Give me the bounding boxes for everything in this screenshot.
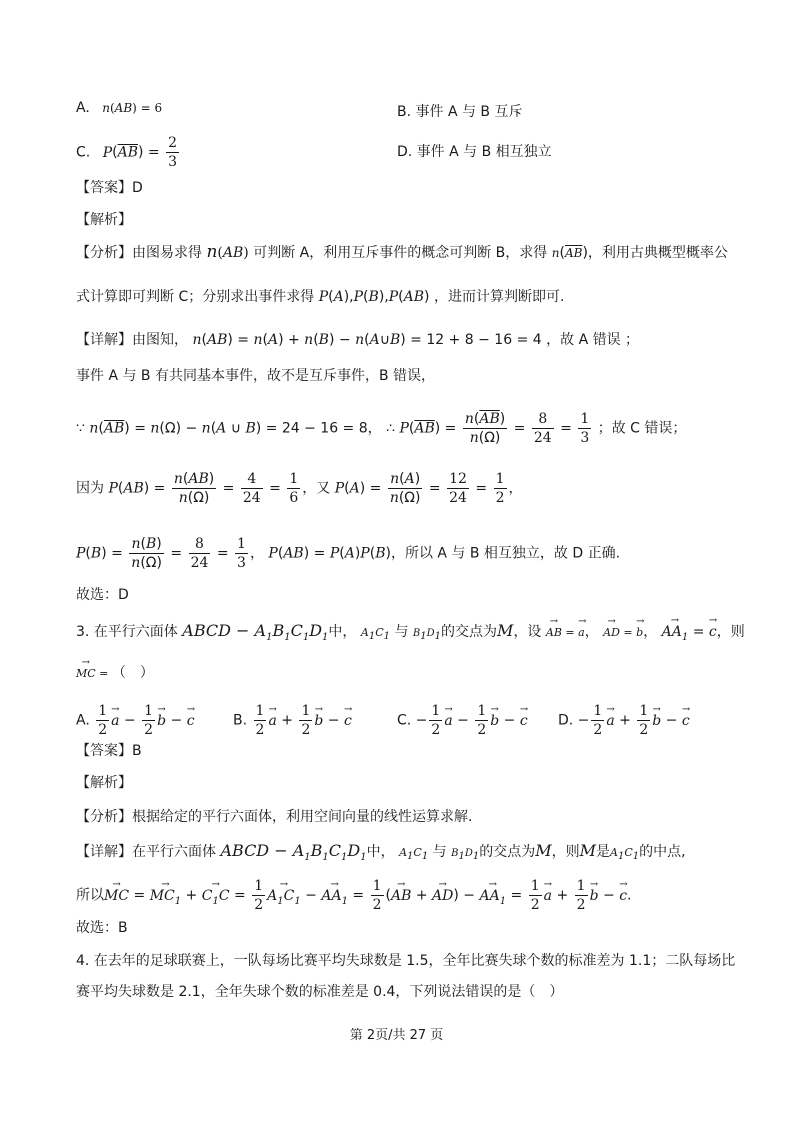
q2-analysis-title: 【解析】 (76, 212, 132, 228)
q3-choice: 故选：B (76, 920, 128, 936)
q2-analysis-line1: 【分析】由图易求得 n(AB) 可判断 A，利用互斥事件的概念可判断 B，求得 $n(\overline{AB})$，利用古典概型概率公 (76, 242, 728, 262)
q2-detail-line4: 因为 P(AB) = $\frac{n(AB)}{n(\Omega)}$ = $\frac{4}{24}$ = $\frac{1}{6}$ ，又 P(A) = $\frac{n(A)}{n(\Omega)}$ = $\frac{12}{24}$ = $\frac{1}{2}$ ， (76, 471, 523, 506)
q4-stem-line1: 4. 在去年的足球联赛上，一队每场比赛平均失球数是 1.5，全年比赛失球个数的标准差为 1.1；二队每场比 (76, 953, 736, 969)
q3-analysis: 【分析】根据给定的平行六面体，利用空间向量的线性运算求解. (76, 809, 473, 825)
q2-detail-line2: 事件 A 与 B 有共同基本事件，故不是互斥事件，B 错误， (76, 368, 436, 384)
q2-detail-line5: P(B) = $\frac{n(B)}{n(\Omega)}$ = $\frac{8}{24}$ = $\frac{1}{3}$ ， P(AB) = P(A)P(B)，所以 A 与 B 相互独立，故 D 正确. (76, 536, 621, 571)
q2-choice: 故选：D (76, 587, 129, 603)
q2-answer: 【答案】D (76, 180, 143, 196)
q3-option-d: D. − $\frac{1}{2}$ → a + $\frac{1}{2}$ → b − → c (558, 702, 690, 739)
q2-option-a: A. n(AB) = 6 (76, 100, 163, 116)
page-footer: 第 2页/共 27 页 (349, 1028, 444, 1043)
q2-option-c: C. $P(\overline{AB})$ = $\frac{2}{3}$ (76, 135, 177, 170)
q3-answer: 【答案】B (76, 743, 142, 759)
q2-analysis-line2: 式计算即可判断 C；分别求出事件求得 P(A),P(B),P(AB) ，进而计算判断即可. (76, 289, 565, 305)
q4-stem-line2: 赛平均失球数是 2.1，全年失球个数的标准差是 0.4，下列说法错误的是（ ） (76, 984, 564, 1000)
q3-option-b: B. $\frac{1}{2}$ → a + $\frac{1}{2}$ → b − → c (233, 702, 352, 739)
q2-detail-line1: 【详解】由图知， n(AB) = n(A) + n(B) − n(A∪B) = 12 + 8 − 16 = 4 ，故 A 错误 ； (76, 332, 640, 348)
q3-stem-line2: → MC = （ ） (76, 663, 154, 684)
q3-stem-line1: 3. 在平行六面体 ABCD − $A_1B_1C_1D_1$中， $A_1C_1$ 与 $B_1D_1$的交点为M，设 → AB = → a， → AD = → b， → $AA_1$ = → c，则 (76, 621, 745, 648)
q2-option-b: B. 事件 A 与 B 互斥 (397, 104, 523, 120)
q2-detail-line3: ∵ $n(\overline{AB}) = n(\Omega) - n(A$ ∪ B) = 24 − 16 = 8， ∴ $P(\overline{AB})$ = $\frac{n(\overline{AB})}{n(\Omega)}$ = $\frac{8}{24}$ = $\frac{1}{3}$ ；故 C 错误； (76, 411, 687, 446)
q3-option-c: C. − $\frac{1}{2}$ → a − $\frac{1}{2}$ → b − → c (397, 702, 528, 739)
q2-option-d: D. 事件 A 与 B 相互独立 (397, 144, 552, 160)
q3-option-a: A. $\frac{1}{2}$ → a − $\frac{1}{2}$ → b − → c (76, 702, 195, 739)
q3-analysis-title: 【解析】 (76, 775, 132, 791)
q3-detail-line1: 【详解】在平行六面体 ABCD − $A_1B_1C_1D_1$中， $A_1C_1$ 与 $B_1D_1$的交点为M，则M是$A_1C_1$的中点, (76, 841, 686, 864)
q3-detail-line2: 所以→ MC = → $MC_1$ + → $C_1C$ = $\frac{1}{2}$ → $A_1C_1$ − → $AA_1$ = $\frac{1}{2}$ (→ AB + → AD) − → $AA_1$ = $\frac{1}{2}$ → a + $\frac{1}{2}$ → b − → c. (76, 877, 631, 914)
